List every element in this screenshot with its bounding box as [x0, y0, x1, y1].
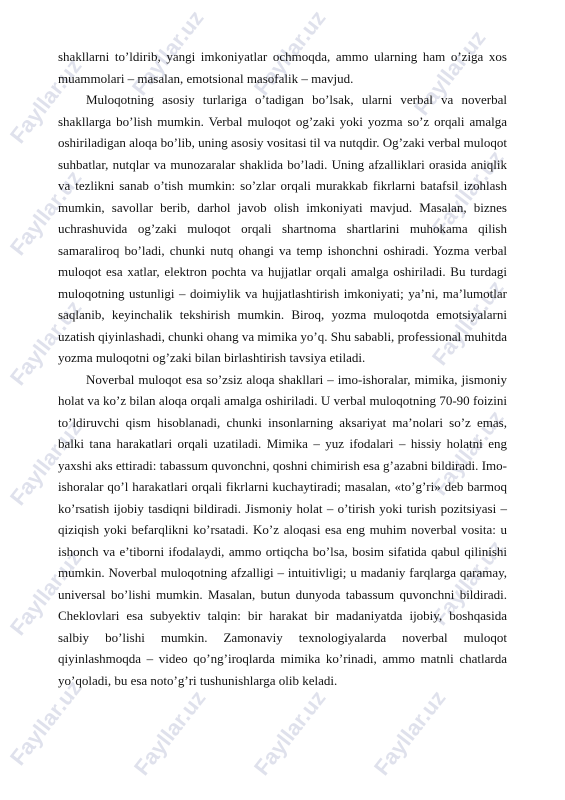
- watermark: Fayllar.uz: [249, 5, 331, 100]
- watermark: Fayllar.uz: [427, 145, 509, 240]
- paragraph-nonverbal-communication: Noverbal muloqot esa so’zsiz aloqa shakllari – imo-ishoralar, mimika, jismoniy holat va ko’z bilan aloqa orqali amalga oshiriladi. U verbal muloqotning 70-90 foizini to’ldiruvchi qism hisoblanadi, chunki insonlarning aksariyat ma’nolari so’z emas, balki tana harakatlari orqali uzatiladi. Mimika – yuz ifodalari – hissiy holatni eng yaxshi aks ettiradi: tabassum quvonchni, qoshni chimirish esa g’azabni bildiradi. Imo-ishoralar qo’l harakatlari orqali fikrlarni kuchaytiradi; masalan, «to’g’ri» deb barmoq ko’rsatish ijobiy tasdiqni bildiradi. Jismoniy holat – o’tirish yoki turish pozitsiyasi – qiziqish yoki befarqlikni ko’rsatadi. Ko’z aloqasi esa eng muhim noverbal vosita: u ishonch va e’tiborni ifodalaydi, ammo ortiqcha bo’lsa, bosim sifatida qabul qilinishi mumkin. Noverbal muloqotning afzalligi – intuitivligi; u madaniy farqlarga qaramay, universal bo’lishi mumkin. Masalan, butun dunyoda tabassum quvonchni bildiradi. Cheklovlari esa subyektiv talqin: bir harakat bir madaniyatda ijobiy, boshqasida salbiy bo’lishi mumkin. Zamonaviy texnologiyalarda noverbal muloqot qiyinlashmoqda – video qo’ng’iroqlarda mimika ko’rinadi, ammo matnli chatlarda yo’qoladi, bu esa noto’g’ri tushunishlarga olib keladi.: [58, 371, 507, 688]
- watermark: Fayllar.uz: [5, 545, 87, 640]
- watermark: Fayllar.uz: [369, 685, 451, 780]
- watermark: Fayllar.uz: [249, 685, 331, 780]
- watermark: Fayllar.uz: [409, 25, 491, 120]
- watermark: Fayllar.uz: [129, 685, 211, 780]
- watermark: Fayllar.uz: [5, 295, 87, 390]
- paragraph-verbal-communication: Muloqotning asosiy turlariga o’tadigan bo’lsak, ularni verbal va noverbal shakllarga bo’lish mumkin. Verbal muloqot og’zaki yoki yozma so’z orqali amalga oshiriladigan aloqa bo’lib, uning asosiy vositasi til va nutqdir. Og’zaki verbal muloqot suhbatlar, nutqlar va munozaralar shaklida bo’ladi. Uning afzalliklari orasida aniqlik va tezlikni sanab o’tish mumkin: so’zlar orqali murakkab fikrlarni batafsil izohlash mumkin, savollar berib, darhol javob olish imkoniyati mavjud. Masalan, biznes uchrashuvida og’zaki muloqot orqali shartnoma shartlarini muhokama qilish samaraliroq bo’ladi, chunki nutq ohangi va temp ishonchni oshiradi. Yozma verbal muloqot esa xatlar, elektron pochta va hujjatlar orqali amalga oshiriladi. Bu turdagi muloqotning ustunligi – doimiylik va hujjatlashtirish imkoniyati; ya’ni, ma’lumotlar saqlanib, keyinchalik tekshirish mumkin. Biroq, yozma muloqotda emotsiyalarni uzatish qiyinlashadi, chunki ohang va mimika yo’q. Shu sababli, professional muhitda yozma muloqotni og’zaki bilan birlashtirish tavsiya etiladi.: [58, 92, 507, 365]
- watermark: Fayllar.uz: [427, 275, 509, 370]
- watermark: Fayllar.uz: [127, 5, 209, 100]
- watermark: Fayllar.uz: [427, 405, 509, 500]
- watermark: Fayllar.uz: [5, 675, 87, 770]
- watermark: Fayllar.uz: [427, 535, 509, 630]
- document-body: [58, 46, 507, 691]
- watermark: Fayllar.uz: [5, 415, 87, 510]
- watermark: Fayllar.uz: [5, 53, 87, 148]
- watermark: Fayllar.uz: [5, 165, 87, 260]
- paragraph-continuation: shakllarni to’ldirib, yangi imkoniyatlar ochmoqda, ammo ularning ham o’ziga xos muammolari – masalan, emotsional masofalik – mavjud.: [58, 49, 507, 86]
